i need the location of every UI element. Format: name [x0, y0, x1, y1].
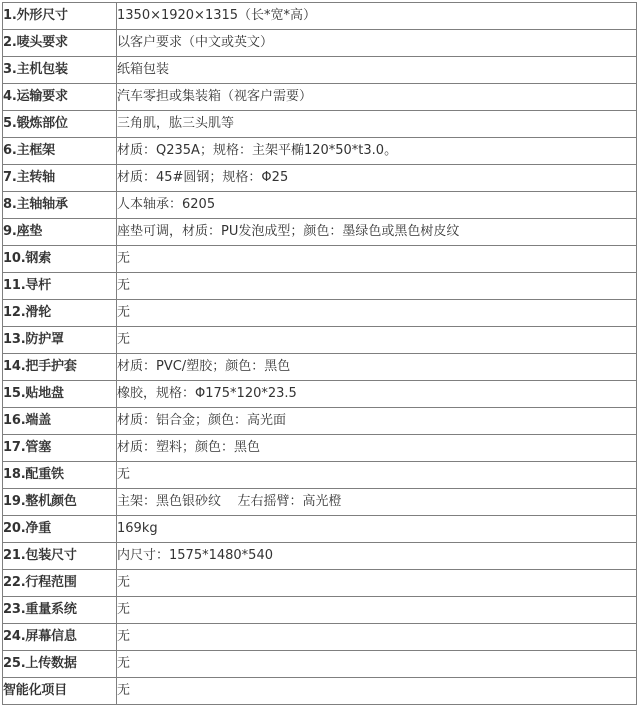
spec-value: 三角肌，肱三头肌等	[117, 111, 637, 138]
spec-value: 以客户要求（中文或英文）	[117, 30, 637, 57]
spec-value: 无	[117, 273, 637, 300]
table-row	[3, 381, 637, 408]
table-row	[3, 111, 637, 138]
spec-label: 12.滑轮	[3, 300, 117, 327]
spec-value: 无	[117, 570, 637, 597]
table-row	[3, 678, 637, 705]
spec-value: 主架：黑色银砂纹 左右摇臂：高光橙	[117, 489, 637, 516]
spec-label: 1.外形尺寸	[3, 3, 117, 30]
spec-label: 3.主机包装	[3, 57, 117, 84]
spec-value: 无	[117, 327, 637, 354]
spec-label: 22.行程范围	[3, 570, 117, 597]
spec-value: 无	[117, 300, 637, 327]
table-row	[3, 354, 637, 381]
table-row	[3, 57, 637, 84]
spec-label: 2.唛头要求	[3, 30, 117, 57]
spec-table-body	[3, 3, 637, 705]
spec-label: 16.端盖	[3, 408, 117, 435]
table-row	[3, 138, 637, 165]
spec-label: 24.屏幕信息	[3, 624, 117, 651]
spec-value: 材质：塑料；颜色：黑色	[117, 435, 637, 462]
table-row	[3, 597, 637, 624]
table-row	[3, 300, 637, 327]
spec-value: 橡胶，规格：Φ175*120*23.5	[117, 381, 637, 408]
spec-value: 纸箱包装	[117, 57, 637, 84]
table-row	[3, 462, 637, 489]
spec-label: 11.导杆	[3, 273, 117, 300]
table-row	[3, 165, 637, 192]
table-row	[3, 489, 637, 516]
spec-value: 材质：45#圆钢；规格：Φ25	[117, 165, 637, 192]
spec-label: 19.整机颜色	[3, 489, 117, 516]
table-row	[3, 651, 637, 678]
table-row	[3, 84, 637, 111]
spec-label: 15.贴地盘	[3, 381, 117, 408]
spec-label: 智能化项目	[3, 678, 117, 705]
spec-value: 座垫可调，材质：PU发泡成型；颜色：墨绿色或黑色树皮纹	[117, 219, 637, 246]
table-row	[3, 570, 637, 597]
spec-value: 汽车零担或集装箱（视客户需要）	[117, 84, 637, 111]
spec-label: 17.管塞	[3, 435, 117, 462]
spec-value: 无	[117, 651, 637, 678]
spec-value: 169kg	[117, 516, 637, 543]
table-row	[3, 30, 637, 57]
spec-label: 7.主转轴	[3, 165, 117, 192]
spec-value: 无	[117, 462, 637, 489]
spec-label: 14.把手护套	[3, 354, 117, 381]
table-row	[3, 516, 637, 543]
table-row	[3, 624, 637, 651]
table-row	[3, 3, 637, 30]
spec-value: 无	[117, 597, 637, 624]
spec-label: 20.净重	[3, 516, 117, 543]
spec-label: 8.主轴轴承	[3, 192, 117, 219]
table-row	[3, 435, 637, 462]
spec-label: 21.包装尺寸	[3, 543, 117, 570]
table-row	[3, 408, 637, 435]
table-row	[3, 219, 637, 246]
table-row	[3, 273, 637, 300]
spec-value: 1350×1920×1315（长*宽*高）	[117, 3, 637, 30]
spec-value: 无	[117, 678, 637, 705]
table-row	[3, 192, 637, 219]
spec-label: 18.配重铁	[3, 462, 117, 489]
spec-label: 25.上传数据	[3, 651, 117, 678]
spec-label: 4.运输要求	[3, 84, 117, 111]
table-row	[3, 246, 637, 273]
spec-value: 人本轴承：6205	[117, 192, 637, 219]
spec-label: 23.重量系统	[3, 597, 117, 624]
spec-value: 无	[117, 624, 637, 651]
spec-label: 5.锻炼部位	[3, 111, 117, 138]
spec-value: 内尺寸：1575*1480*540	[117, 543, 637, 570]
table-row	[3, 543, 637, 570]
table-row	[3, 327, 637, 354]
spec-table	[2, 2, 637, 705]
spec-label: 6.主框架	[3, 138, 117, 165]
spec-label: 13.防护罩	[3, 327, 117, 354]
spec-value: 材质：PVC/塑胶；颜色：黑色	[117, 354, 637, 381]
spec-value: 无	[117, 246, 637, 273]
spec-value: 材质：Q235A；规格：主架平椭120*50*t3.0。	[117, 138, 637, 165]
spec-label: 9.座垫	[3, 219, 117, 246]
spec-value: 材质：铝合金；颜色：高光面	[117, 408, 637, 435]
spec-label: 10.钢索	[3, 246, 117, 273]
